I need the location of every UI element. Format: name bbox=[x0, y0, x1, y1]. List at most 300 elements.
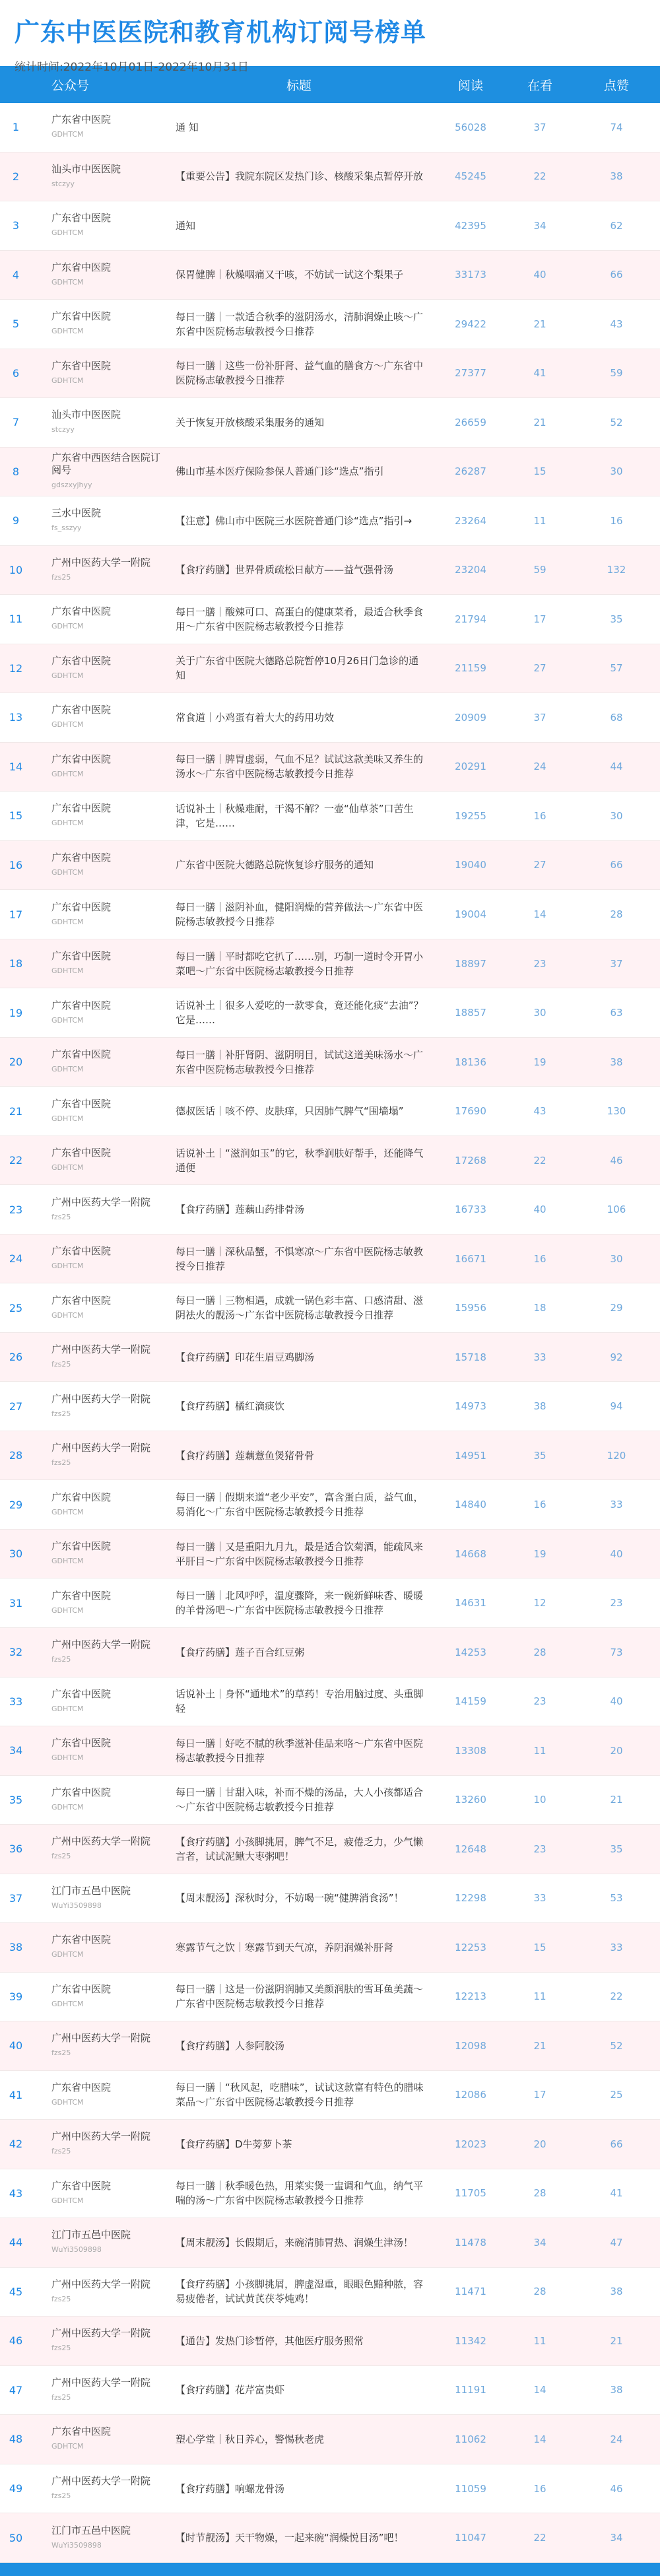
account-cell bbox=[32, 802, 164, 829]
account-cell bbox=[32, 409, 164, 436]
article-title[interactable]: 每日一膳｜这些一份补肝肾、益气血的膳食方～广东省中医院杨志敏教授今日推荐 bbox=[176, 360, 424, 387]
rank-cell: 37 bbox=[9, 1891, 23, 1905]
reads-cell: 27377 bbox=[455, 367, 486, 380]
reads-cell: 13260 bbox=[455, 1794, 486, 1806]
article-title[interactable]: 每日一膳｜假期来道“老少平安”，富含蛋白质，益气血，易消化～广东省中医院杨志敏教授今日推荐 bbox=[176, 1491, 424, 1518]
account-name: 广州中医药大学一附院 bbox=[51, 2278, 151, 2290]
looking-cell: 35 bbox=[533, 1449, 546, 1462]
account-name: 广州中医药大学一附院 bbox=[51, 2475, 151, 2487]
table-row[interactable] bbox=[0, 2464, 660, 2514]
account-name: 广东省中医院 bbox=[51, 1147, 112, 1159]
rank-cell: 45 bbox=[9, 2285, 23, 2298]
table-row[interactable] bbox=[0, 398, 660, 448]
likes-cell: 130 bbox=[607, 1105, 626, 1118]
account-cell bbox=[32, 605, 164, 632]
reads-cell: 12023 bbox=[455, 2138, 486, 2150]
looking-cell: 23 bbox=[533, 957, 546, 970]
account-cell bbox=[32, 704, 164, 731]
likes-cell: 66 bbox=[610, 269, 623, 281]
looking-cell: 11 bbox=[533, 1990, 546, 2003]
table-row[interactable] bbox=[0, 644, 660, 694]
rank-cell: 8 bbox=[12, 465, 20, 478]
article-title[interactable]: 【食疗药膳】人参阿胶汤 bbox=[176, 2039, 285, 2052]
rank-cell: 41 bbox=[9, 2088, 23, 2101]
table-row[interactable] bbox=[0, 1333, 660, 1382]
account-name: 广东省中医院 bbox=[51, 1097, 112, 1110]
table-row[interactable] bbox=[0, 2317, 660, 2366]
looking-cell: 22 bbox=[533, 2532, 546, 2544]
account-id: fzs25 bbox=[51, 2491, 71, 2500]
account-name: 广东省中医院 bbox=[51, 1737, 112, 1749]
account-cell bbox=[32, 507, 164, 534]
likes-cell: 38 bbox=[610, 170, 623, 183]
table-row[interactable] bbox=[0, 496, 660, 546]
article-title[interactable]: 话说补土｜身怀“通地术”的草药！专治用脑过度、头重脚轻 bbox=[176, 1688, 424, 1715]
account-name: 广州中医药大学一附院 bbox=[51, 2032, 151, 2045]
account-cell bbox=[32, 1442, 164, 1469]
reads-cell: 14631 bbox=[455, 1597, 486, 1610]
table-row[interactable] bbox=[0, 2415, 660, 2464]
article-title[interactable]: 每日一膳｜深秋品蟹，不惧寒凉～广东省中医院杨志敏教授今日推荐 bbox=[176, 1245, 424, 1272]
account-id: GDHTCM bbox=[51, 1507, 84, 1516]
likes-cell: 94 bbox=[610, 1400, 623, 1413]
account-cell bbox=[32, 310, 164, 337]
article-title[interactable]: 【周末靓汤】长假期后，来碗清肺胃热、润燥生津汤！ bbox=[176, 2236, 414, 2249]
account-cell bbox=[32, 950, 164, 977]
article-title[interactable]: 广东省中医院大德路总院恢复诊疗服务的通知 bbox=[176, 859, 374, 871]
account-cell bbox=[32, 2130, 164, 2157]
article-title[interactable]: 通知 bbox=[176, 219, 196, 232]
account-name: 广东省中医院 bbox=[51, 2081, 112, 2093]
rank-cell: 20 bbox=[9, 1056, 23, 1069]
likes-cell: 63 bbox=[610, 1007, 623, 1019]
looking-cell: 33 bbox=[533, 1351, 546, 1363]
likes-cell: 35 bbox=[610, 1843, 623, 1855]
table-row[interactable] bbox=[0, 2169, 660, 2219]
account-name: 广州中医药大学一附院 bbox=[51, 2130, 151, 2143]
account-cell bbox=[32, 1000, 164, 1027]
likes-cell: 73 bbox=[610, 1646, 623, 1658]
looking-cell: 33 bbox=[533, 1892, 546, 1905]
account-cell bbox=[32, 114, 164, 141]
table-row[interactable] bbox=[0, 300, 660, 349]
looking-cell: 28 bbox=[533, 2187, 546, 2200]
looking-cell: 19 bbox=[533, 1547, 546, 1560]
account-name: 广东省中医院 bbox=[51, 802, 112, 815]
table-row[interactable] bbox=[0, 890, 660, 939]
account-cell bbox=[32, 163, 164, 190]
rank-cell: 50 bbox=[9, 2531, 23, 2544]
rank-cell: 19 bbox=[9, 1006, 23, 1019]
likes-cell: 20 bbox=[610, 1744, 623, 1757]
account-cell bbox=[32, 1590, 164, 1617]
account-id: GDHTCM bbox=[51, 966, 84, 976]
rank-cell: 44 bbox=[9, 2236, 23, 2249]
rank-cell: 21 bbox=[9, 1104, 23, 1118]
reads-cell: 11342 bbox=[455, 2334, 486, 2347]
account-id: GDHTCM bbox=[51, 1310, 84, 1320]
account-name: 广东省中医院 bbox=[51, 753, 112, 765]
table-row[interactable] bbox=[0, 1825, 660, 1874]
account-name: 广州中医药大学一附院 bbox=[51, 1442, 151, 1454]
article-title[interactable]: 每日一膳｜秋季暖色热，用菜实煲一盅调和气血，纳气平喘的汤～广东省中医院杨志敏教授今日推荐 bbox=[176, 2180, 424, 2207]
account-name: 广东省中医院 bbox=[51, 114, 112, 126]
reads-cell: 19255 bbox=[455, 809, 486, 822]
reads-cell: 12298 bbox=[455, 1892, 486, 1905]
account-name: 广东省中医院 bbox=[51, 1048, 112, 1061]
account-id: gdszxyjhyy bbox=[51, 481, 92, 490]
reads-cell: 20909 bbox=[455, 711, 486, 724]
article-title[interactable]: 每日一膳｜平时都吃它扒了……别，巧制一道时令开胃小菜吧～广东省中医院杨志敏教授今日推荐 bbox=[176, 950, 424, 977]
account-id: GDHTCM bbox=[51, 1262, 84, 1271]
rank-cell: 14 bbox=[9, 760, 23, 773]
table-row[interactable] bbox=[0, 2021, 660, 2071]
article-title[interactable]: 塑心学堂｜秋日养心，警惕秋老虎 bbox=[176, 2433, 325, 2445]
table-row[interactable] bbox=[0, 1530, 660, 1579]
looking-cell: 19 bbox=[533, 1056, 546, 1068]
likes-cell: 25 bbox=[610, 2089, 623, 2101]
rank-cell: 11 bbox=[9, 613, 23, 626]
table-row[interactable] bbox=[0, 1776, 660, 1825]
table-row[interactable] bbox=[0, 448, 660, 497]
account-cell bbox=[32, 452, 164, 491]
reads-cell: 56028 bbox=[455, 121, 486, 133]
table-row[interactable] bbox=[0, 2366, 660, 2416]
rank-cell: 2 bbox=[12, 170, 20, 183]
article-title[interactable]: 每日一膳｜好吃不腻的秋季滋补佳品来咯～广东省中医院杨志敏教授今日推荐 bbox=[176, 1737, 424, 1764]
account-name: 广州中医药大学一附院 bbox=[51, 556, 151, 568]
account-id: fzs25 bbox=[51, 572, 71, 582]
article-title[interactable]: 【食疗药膳】印花生眉豆鸡脚汤 bbox=[176, 1351, 315, 1363]
article-title[interactable]: 【食疗药膳】世界骨质疏松日献方——益气强骨汤 bbox=[176, 564, 394, 576]
looking-cell: 27 bbox=[533, 859, 546, 871]
likes-cell: 59 bbox=[610, 367, 623, 380]
account-name: 三水中医院 bbox=[51, 507, 102, 520]
article-title[interactable]: 每日一膳｜酸辣可口、高蛋白的健康菜肴，最适合秋季食用～广东省中医院杨志敏教授今日推荐 bbox=[176, 605, 424, 632]
table-row[interactable] bbox=[0, 743, 660, 792]
reads-cell: 17690 bbox=[455, 1105, 486, 1118]
account-id: fzs25 bbox=[51, 1212, 71, 1221]
rank-cell: 7 bbox=[12, 416, 20, 429]
article-title[interactable]: 关于广东省中医院大德路总院暂停10月26日门急诊的通知 bbox=[176, 655, 419, 682]
table-row[interactable] bbox=[0, 1923, 660, 1973]
looking-cell: 23 bbox=[533, 1843, 546, 1855]
reads-cell: 14951 bbox=[455, 1449, 486, 1462]
account-cell bbox=[32, 2082, 164, 2109]
table-row[interactable] bbox=[0, 153, 660, 202]
article-title[interactable]: 【重要公告】我院东院区发热门诊、核酸采集点暂停开放 bbox=[176, 170, 424, 183]
article-title[interactable]: 每日一膳｜三物相遇，成就一锅色彩丰富、口感清甜、滋阴祛火的靓汤～广东省中医院杨志敏教授今日推荐 bbox=[176, 1295, 424, 1322]
looking-cell: 41 bbox=[533, 367, 546, 380]
reads-cell: 19040 bbox=[455, 859, 486, 871]
looking-cell: 16 bbox=[533, 1252, 546, 1265]
table-row[interactable] bbox=[0, 2513, 660, 2563]
looking-cell: 27 bbox=[533, 662, 546, 675]
table-row[interactable] bbox=[0, 1235, 660, 1284]
reads-cell: 15956 bbox=[455, 1302, 486, 1314]
account-cell bbox=[32, 1983, 164, 2010]
article-title[interactable]: 保胃健脾｜秋燥咽痛又干咳，不妨试一试这个梨果子 bbox=[176, 269, 404, 281]
table-row[interactable] bbox=[0, 2120, 660, 2169]
article-title[interactable]: 【食疗药膳】莲子百合红豆粥 bbox=[176, 1646, 305, 1658]
table-row[interactable] bbox=[0, 595, 660, 644]
table-row[interactable] bbox=[0, 1726, 660, 1776]
likes-cell: 66 bbox=[610, 2138, 623, 2150]
account-name: 广东省中西医结合医院订阅号 bbox=[51, 452, 161, 477]
account-cell bbox=[32, 1295, 164, 1322]
account-name: 广东省中医院 bbox=[51, 1540, 112, 1553]
likes-cell: 62 bbox=[610, 219, 623, 232]
reads-cell: 14973 bbox=[455, 1400, 486, 1413]
likes-cell: 38 bbox=[610, 2286, 623, 2298]
rank-cell: 13 bbox=[9, 711, 23, 724]
reads-cell: 18897 bbox=[455, 957, 486, 970]
table-row[interactable] bbox=[0, 1136, 660, 1186]
table-row[interactable] bbox=[0, 349, 660, 399]
table-row[interactable] bbox=[0, 2268, 660, 2317]
account-cell bbox=[32, 2475, 164, 2502]
table-row[interactable] bbox=[0, 988, 660, 1038]
likes-cell: 21 bbox=[610, 1794, 623, 1806]
reads-cell: 19004 bbox=[455, 908, 486, 920]
account-id: fzs25 bbox=[51, 1360, 71, 1369]
likes-cell: 38 bbox=[610, 2384, 623, 2396]
rank-cell: 3 bbox=[12, 219, 20, 232]
article-title[interactable]: 每日一膳｜滋阴补血，健阳润燥的营养做法～广东省中医院杨志敏教授今日推荐 bbox=[176, 901, 424, 928]
rank-cell: 27 bbox=[9, 1400, 23, 1413]
article-title[interactable]: 每日一膳｜脾胃虚弱，气血不足？试试这款美味又养生的汤水～广东省中医院杨志敏教授今日推荐 bbox=[176, 753, 424, 780]
account-name: 广东省中医院 bbox=[51, 851, 112, 864]
reads-cell: 11059 bbox=[455, 2482, 486, 2495]
account-cell bbox=[32, 1491, 164, 1518]
looking-cell: 40 bbox=[533, 269, 546, 281]
likes-cell: 40 bbox=[610, 1695, 623, 1708]
article-title[interactable]: 话说补土｜很多人爱吃的一款零食，竟还能化痰“去油”？它是…… bbox=[176, 1000, 424, 1027]
col-reads: 阅读 bbox=[457, 78, 483, 93]
reads-cell: 12253 bbox=[455, 1941, 486, 1953]
likes-cell: 47 bbox=[610, 2236, 623, 2249]
article-title[interactable]: 【周末靓汤】深秋时分，不妨喝一碗“健脾消食汤”！ bbox=[176, 1892, 404, 1905]
table-row[interactable] bbox=[0, 792, 660, 841]
date-range: 统计时间:2022年10月01日-2022年10月31日 bbox=[15, 61, 249, 74]
table-row[interactable] bbox=[0, 1382, 660, 1431]
likes-cell: 21 bbox=[610, 2334, 623, 2347]
article-title[interactable]: 【食疗药膳】花芹富贵虾 bbox=[176, 2384, 285, 2396]
article-title[interactable]: 常食道｜小鸡蛋有着大大的药用功效 bbox=[176, 711, 335, 724]
article-title[interactable]: 德叔医话｜咳不停、皮肤痒，只因肺气脾气“围墙塌” bbox=[176, 1105, 404, 1118]
looking-cell: 16 bbox=[533, 2482, 546, 2495]
table-row[interactable] bbox=[0, 1185, 660, 1235]
article-title[interactable]: 寒露节气之饮｜寒露节到天气凉，养阴润燥补肝肾 bbox=[176, 1941, 394, 1953]
rank-cell: 36 bbox=[9, 1843, 23, 1856]
page-title: 广东中医医院和教育机构订阅号榜单 bbox=[15, 18, 427, 47]
looking-cell: 11 bbox=[533, 1744, 546, 1757]
account-id: GDHTCM bbox=[51, 1753, 84, 1763]
table-row[interactable] bbox=[0, 546, 660, 595]
account-name: 广东省中医院 bbox=[51, 1687, 112, 1700]
account-name: 广东省中医院 bbox=[51, 212, 112, 224]
account-name: 汕头市中医医院 bbox=[51, 162, 121, 175]
article-title[interactable]: 每日一膳｜北风呼呼，温度骤降，来一碗新鲜味香、暖暖的羊骨汤吧～广东省中医院杨志敏教授今日推荐 bbox=[176, 1590, 424, 1617]
account-id: GDHTCM bbox=[51, 1802, 84, 1812]
col-title: 标题 bbox=[286, 78, 312, 93]
article-title[interactable]: 【注意】佛山市中医院三水医院普通门诊“选点”指引→ bbox=[176, 514, 412, 527]
reads-cell: 16733 bbox=[455, 1203, 486, 1216]
account-id: fzs25 bbox=[51, 1852, 71, 1861]
account-name: 广州中医药大学一附院 bbox=[51, 1196, 151, 1208]
account-name: 广东省中医院 bbox=[51, 2179, 112, 2192]
account-name: 广东省中医院 bbox=[51, 359, 112, 372]
account-id: GDHTCM bbox=[51, 130, 84, 139]
looking-cell: 22 bbox=[533, 1154, 546, 1167]
account-name: 广州中医药大学一附院 bbox=[51, 1343, 151, 1356]
article-title[interactable]: 每日一膳｜补肝肾阴、滋阴明目，试试这道美味汤水～广东省中医院杨志敏教授今日推荐 bbox=[176, 1048, 424, 1075]
likes-cell: 37 bbox=[610, 957, 623, 970]
account-id: GDHTCM bbox=[51, 917, 84, 926]
rank-cell: 4 bbox=[12, 268, 20, 281]
account-name: 广东省中医院 bbox=[51, 1589, 112, 1602]
looking-cell: 24 bbox=[533, 761, 546, 773]
table-row[interactable] bbox=[0, 103, 660, 153]
rank-cell: 32 bbox=[9, 1646, 23, 1659]
account-id: GDHTCM bbox=[51, 1950, 84, 1959]
rank-cell: 6 bbox=[12, 366, 20, 380]
account-name: 广东省中医院 bbox=[51, 654, 112, 667]
looking-cell: 20 bbox=[533, 2138, 546, 2150]
account-cell bbox=[32, 655, 164, 682]
reads-cell: 12213 bbox=[455, 1990, 486, 2003]
article-title[interactable]: 话说补土｜秋燥难耐，干渴不解？一壶“仙草茶”口苦生津，它是…… bbox=[176, 802, 414, 829]
likes-cell: 30 bbox=[610, 809, 623, 822]
account-id: GDHTCM bbox=[51, 277, 84, 287]
account-cell bbox=[32, 1196, 164, 1223]
likes-cell: 132 bbox=[607, 564, 626, 576]
rank-cell: 9 bbox=[12, 514, 20, 527]
likes-cell: 22 bbox=[610, 1990, 623, 2003]
reads-cell: 18136 bbox=[455, 1056, 486, 1068]
account-id: GDHTCM bbox=[51, 1704, 84, 1713]
table-row[interactable] bbox=[0, 1038, 660, 1087]
reads-cell: 21794 bbox=[455, 613, 486, 625]
account-name: 广州中医药大学一附院 bbox=[51, 1392, 151, 1405]
likes-cell: 30 bbox=[610, 465, 623, 478]
table-row[interactable] bbox=[0, 1431, 660, 1481]
reads-cell: 33173 bbox=[455, 269, 486, 281]
article-title[interactable]: 每日一膳｜甘甜入味，补而不燥的汤品，大人小孩都适合～广东省中医院杨志敏教授今日推荐 bbox=[176, 1786, 424, 1813]
article-title[interactable]: 话说补土｜“滋润如玉”的它，秋季润肤好帮手，还能降气通便 bbox=[176, 1147, 424, 1174]
looking-cell: 14 bbox=[533, 2433, 546, 2445]
account-cell bbox=[32, 2525, 164, 2552]
article-title[interactable]: 【通告】发热门诊暂停，其他医疗服务照常 bbox=[176, 2334, 364, 2347]
table-row[interactable] bbox=[0, 1087, 660, 1136]
reads-cell: 15718 bbox=[455, 1351, 486, 1363]
likes-cell: 24 bbox=[610, 2433, 623, 2445]
article-title[interactable]: 【食疗药膳】小孩脚挑屑，脾虚湿重，眼眼色黯种脓，容易疲倦者，试试黄芪茯苓炖鸡！ bbox=[176, 2278, 424, 2305]
article-title[interactable]: 【食疗药膳】橘红滴痰饮 bbox=[176, 1400, 285, 1413]
likes-cell: 30 bbox=[610, 1252, 623, 1265]
likes-cell: 33 bbox=[610, 1941, 623, 1953]
account-id: fzs25 bbox=[51, 2049, 71, 2058]
rank-cell: 22 bbox=[9, 1154, 23, 1167]
looking-cell: 17 bbox=[533, 613, 546, 625]
table-row[interactable] bbox=[0, 939, 660, 989]
account-cell bbox=[32, 1786, 164, 1813]
article-title[interactable]: 【食疗药膳】莲藕薏鱼煲猪骨骨 bbox=[176, 1449, 315, 1462]
account-id: GDHTCM bbox=[51, 720, 84, 729]
account-name: 江门市五邑中医院 bbox=[51, 1884, 131, 1897]
likes-cell: 23 bbox=[610, 1597, 623, 1610]
reads-cell: 42395 bbox=[455, 219, 486, 232]
table-row[interactable] bbox=[0, 1480, 660, 1530]
account-name: 广东省中医院 bbox=[51, 704, 112, 716]
table-row[interactable] bbox=[0, 693, 660, 743]
rank-cell: 28 bbox=[9, 1449, 23, 1462]
article-title[interactable]: 【食疗药膳】D牛蒡萝卜茶 bbox=[176, 2138, 292, 2150]
article-title[interactable]: 每日一膳｜一款适合秋季的滋阴汤水，清肺润燥止咳～广东省中医院杨志敏教授今日推荐 bbox=[176, 310, 424, 337]
account-cell bbox=[32, 1147, 164, 1174]
article-title[interactable]: 通 知 bbox=[176, 121, 199, 133]
account-cell bbox=[32, 753, 164, 780]
table-row[interactable] bbox=[0, 2218, 660, 2268]
article-title[interactable]: 【食疗药膳】响螺龙骨汤 bbox=[176, 2482, 285, 2495]
rank-cell: 25 bbox=[9, 1301, 23, 1314]
article-title[interactable]: 【食疗药膳】莲藕山药排骨汤 bbox=[176, 1203, 305, 1216]
account-id: GDHTCM bbox=[51, 2442, 84, 2451]
account-id: fs_sszyy bbox=[51, 524, 82, 533]
account-id: fzs25 bbox=[51, 1458, 71, 1468]
rank-cell: 31 bbox=[9, 1596, 23, 1610]
account-cell bbox=[32, 1245, 164, 1272]
account-name: 广东省中医院 bbox=[51, 1491, 112, 1503]
table-row[interactable] bbox=[0, 2071, 660, 2120]
looking-cell: 10 bbox=[533, 1794, 546, 1806]
table-row[interactable] bbox=[0, 1628, 660, 1678]
looking-cell: 28 bbox=[533, 2286, 546, 2298]
article-title[interactable]: 关于恢复开放核酸采集服务的通知 bbox=[176, 416, 325, 428]
likes-cell: 43 bbox=[610, 318, 623, 330]
reads-cell: 23264 bbox=[455, 514, 486, 527]
rank-cell: 26 bbox=[9, 1351, 23, 1364]
table-row[interactable] bbox=[0, 841, 660, 891]
account-cell bbox=[32, 2425, 164, 2453]
article-title[interactable]: 每日一膳｜“秋风起，吃腊味”，试试这款富有特色的腊味菜品～广东省中医院杨志敏教授今日推荐 bbox=[176, 2082, 424, 2109]
table-row[interactable] bbox=[0, 1874, 660, 1924]
table-row[interactable] bbox=[0, 1578, 660, 1628]
account-cell bbox=[32, 1639, 164, 1666]
table-row[interactable] bbox=[0, 1973, 660, 2022]
reads-cell: 11478 bbox=[455, 2236, 486, 2249]
table-row[interactable] bbox=[0, 251, 660, 300]
article-title[interactable]: 【时节靓汤】天干物燥，一起来碗“润燥悦目汤”吧！ bbox=[176, 2532, 404, 2544]
looking-cell: 34 bbox=[533, 219, 546, 232]
account-id: GDHTCM bbox=[51, 769, 84, 778]
article-title[interactable]: 每日一膳｜这是一份滋阴润肺又美颜润肤的雪耳鱼美蔬～广东省中医院杨志敏教授今日推荐 bbox=[176, 1983, 424, 2010]
footer-bar bbox=[0, 2563, 660, 2576]
looking-cell: 21 bbox=[533, 2039, 546, 2052]
reads-cell: 16671 bbox=[455, 1252, 486, 1265]
article-title[interactable]: 佛山市基本医疗保险参保人普通门诊“选点”指引 bbox=[176, 465, 384, 478]
article-title[interactable]: 【食疗药膳】小孩脚挑屑，脾气不足，疲倦乏力，少气懒言者，试试泥鳅大枣粥吧！ bbox=[176, 1835, 424, 1862]
table-row[interactable] bbox=[0, 1678, 660, 1727]
looking-cell: 18 bbox=[533, 1302, 546, 1314]
account-id: GDHTCM bbox=[51, 671, 84, 680]
table-row[interactable] bbox=[0, 201, 660, 251]
likes-cell: 40 bbox=[610, 1547, 623, 1560]
article-title[interactable]: 每日一膳｜又是重阳九月九，最是适合饮菊酒，能疏风来平肝目～广东省中医院杨志敏教授今日推荐 bbox=[176, 1540, 424, 1567]
table-row[interactable] bbox=[0, 1283, 660, 1333]
account-id: GDHTCM bbox=[51, 1606, 84, 1615]
likes-cell: 52 bbox=[610, 2039, 623, 2052]
